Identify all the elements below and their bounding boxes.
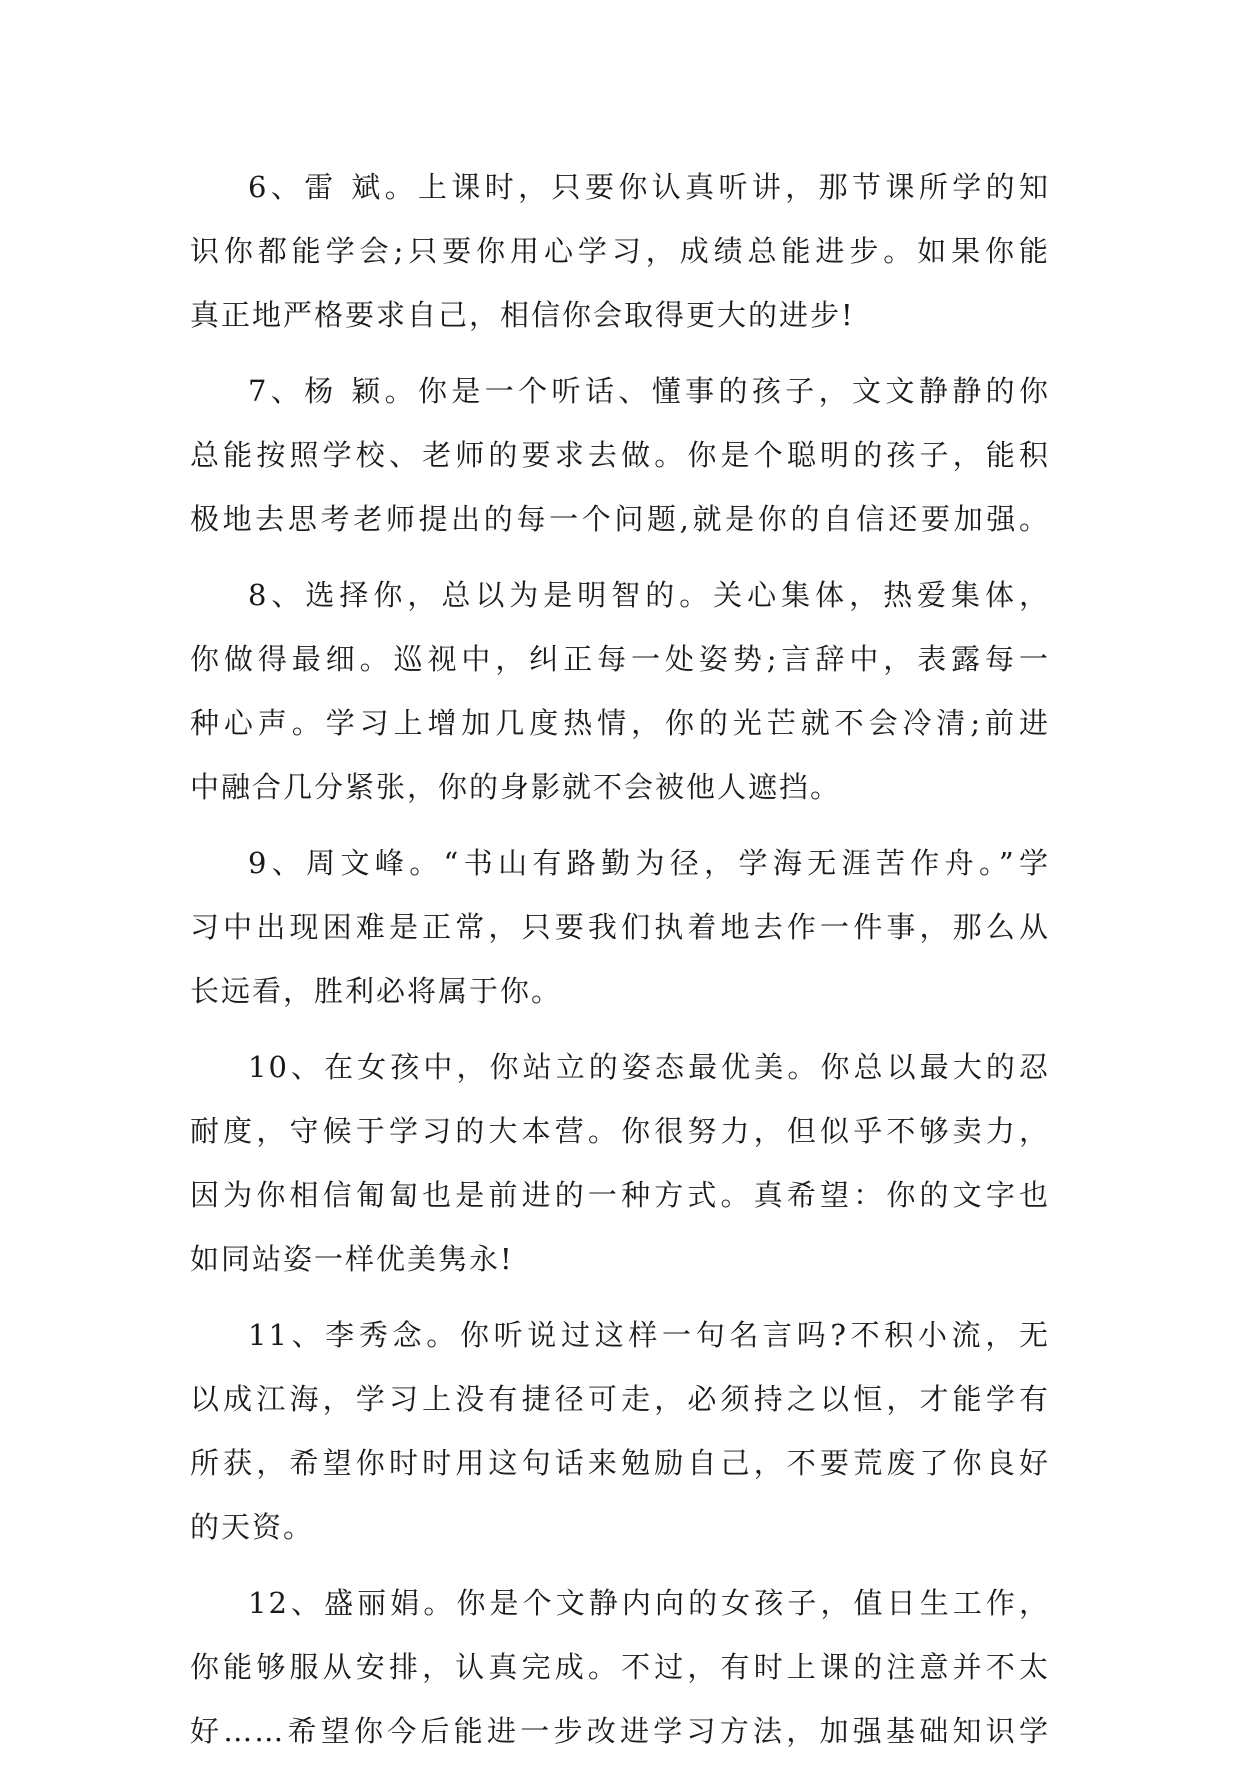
paragraph-line: 12、盛丽娟。你是个文静内向的女孩子，值日生工作， — [248, 1586, 1050, 1620]
paragraph-line: 你做得最细。巡视中，纠正每一处姿势;言辞中，表露每一 — [190, 642, 1050, 676]
paragraph-line: 真正地严格要求自己，相信你会取得更大的进步! — [190, 298, 855, 332]
comment-paragraph-6 — [190, 155, 1050, 347]
paragraph-line: 耐度，守候于学习的大本营。你很努力，但似乎不够卖力， — [190, 1114, 1050, 1148]
paragraph-line: 9、周文峰。“书山有路勤为径，学海无涯苦作舟。”学 — [248, 846, 1050, 880]
paragraph-line: 如同站姿一样优美隽永! — [190, 1242, 514, 1276]
paragraph-line: 种心声。学习上增加几度热情，你的光芒就不会冷清;前进 — [190, 706, 1050, 740]
paragraph-line: 好……希望你今后能进一步改进学习方法，加强基础知识学 — [190, 1714, 1050, 1748]
paragraph-line: 6、雷 斌。上课时，只要你认真听讲，那节课所学的知 — [248, 170, 1050, 204]
comment-paragraph-11 — [190, 1303, 1050, 1559]
paragraph-line: 因为你相信匍匐也是前进的一种方式。真希望：你的文字也 — [190, 1178, 1050, 1212]
paragraph-line: 的天资。 — [190, 1510, 315, 1544]
paragraph-line: 中融合几分紧张，你的身影就不会被他人遮挡。 — [190, 770, 842, 804]
paragraph-line: 你能够服从安排，认真完成。不过，有时上课的注意并不太 — [190, 1650, 1050, 1684]
comment-paragraph-10 — [190, 1035, 1050, 1291]
comment-paragraph-12 — [190, 1571, 1050, 1763]
paragraph-line: 7、杨 颖。你是一个听话、懂事的孩子，文文静静的你 — [248, 374, 1050, 408]
paragraph-line: 11、李秀念。你听说过这样一句名言吗?不积小流，无 — [248, 1318, 1050, 1352]
paragraph-line: 所获，希望你时时用这句话来勉励自己，不要荒废了你良好 — [190, 1446, 1050, 1480]
comment-paragraph-8 — [190, 563, 1050, 819]
paragraph-line: 10、在女孩中，你站立的姿态最优美。你总以最大的忍 — [248, 1050, 1050, 1084]
paragraph-line: 极地去思考老师提出的每一个问题,就是你的自信还要加强。 — [190, 502, 1050, 536]
comment-paragraph-7 — [190, 359, 1050, 551]
paragraph-line: 识你都能学会;只要你用心学习，成绩总能进步。如果你能 — [190, 234, 1050, 268]
paragraph-line: 习中出现困难是正常，只要我们执着地去作一件事，那么从 — [190, 910, 1050, 944]
paragraph-line: 长远看，胜利必将属于你。 — [190, 974, 563, 1008]
comment-paragraph-9 — [190, 831, 1050, 1023]
paragraph-line: 8、选择你，总以为是明智的。关心集体，热爱集体， — [248, 578, 1050, 612]
document-body — [190, 155, 1050, 1775]
paragraph-line: 总能按照学校、老师的要求去做。你是个聪明的孩子，能积 — [190, 438, 1050, 472]
paragraph-line: 以成江海，学习上没有捷径可走，必须持之以恒，才能学有 — [190, 1382, 1050, 1416]
